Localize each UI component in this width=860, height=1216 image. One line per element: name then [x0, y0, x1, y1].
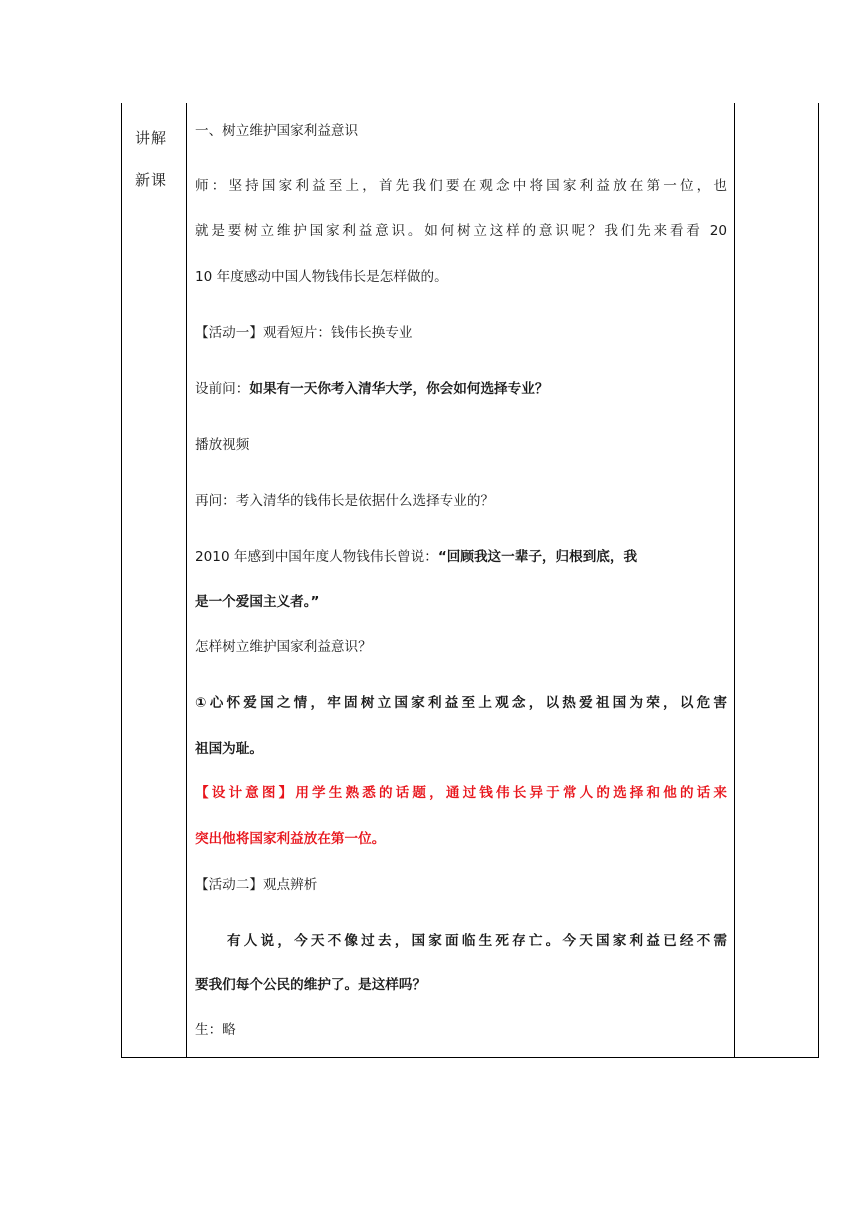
lesson-table: [121, 103, 819, 1058]
teacher-line-2: 就是要树立维护国家利益意识。如何树立这样的意识呢？我们先来看看 20: [195, 223, 727, 239]
play-video-text: 播放视频: [195, 437, 250, 453]
teacher-line-3: 10 年度感动中国人物钱伟长是怎样做的。: [195, 269, 448, 285]
table-bottom-border: [121, 1057, 819, 1058]
quote-line-1: [195, 545, 637, 565]
table-right-border: [818, 103, 819, 1058]
how-question: 怎样树立维护国家利益意识？: [195, 639, 372, 655]
section-label-line-2: 新课: [135, 171, 168, 189]
quote-text-part-1: “回顾我这一辈子，归根到底，我: [437, 549, 638, 565]
student-answer: 生：略: [195, 1022, 236, 1038]
pre-question-prefix: 设前问：: [195, 381, 250, 397]
quote-line-2: 是一个爱国主义者。”: [195, 594, 320, 610]
teacher-line-1: 师：坚持国家利益至上，首先我们要在观念中将国家利益放在第一位，也: [195, 178, 727, 194]
pre-question-text: 如果有一天你考入清华大学，你会如何选择专业？: [249, 381, 549, 397]
section-label-line-1: 讲解: [135, 129, 168, 147]
pre-question: [195, 377, 548, 397]
argument-line-2: 要我们每个公民的维护了。是这样吗？: [195, 977, 427, 993]
design-intent-line-2: 突出他将国家利益放在第一位。: [195, 831, 386, 847]
ask-again-text: 再问：考入清华的钱伟长是依据什么选择专业的？: [195, 493, 495, 509]
section-label: [135, 117, 175, 201]
argument-line-1: 有人说，今天不像过去，国家面临生死存亡。今天国家利益已经不需: [227, 933, 727, 949]
section-heading: 一、树立维护国家利益意识: [195, 123, 359, 139]
table-left-border: [121, 103, 122, 1058]
point-one-line-1: ①心怀爱国之情，牢固树立国家利益至上观念，以热爱祖国为荣，以危害: [195, 695, 727, 711]
column-divider-2: [734, 103, 735, 1058]
quote-prefix: 2010 年感到中国年度人物钱伟长曾说：: [195, 549, 438, 565]
column-divider-1: [186, 103, 187, 1058]
activity-two-title: 【活动二】观点辨析: [195, 877, 318, 893]
activity-one-title: 【活动一】观看短片：钱伟长换专业: [195, 325, 413, 341]
design-intent-line-1: 【设计意图】用学生熟悉的话题，通过钱伟长异于常人的选择和他的话来: [195, 785, 727, 801]
point-one-line-2: 祖国为耻。: [195, 741, 263, 757]
